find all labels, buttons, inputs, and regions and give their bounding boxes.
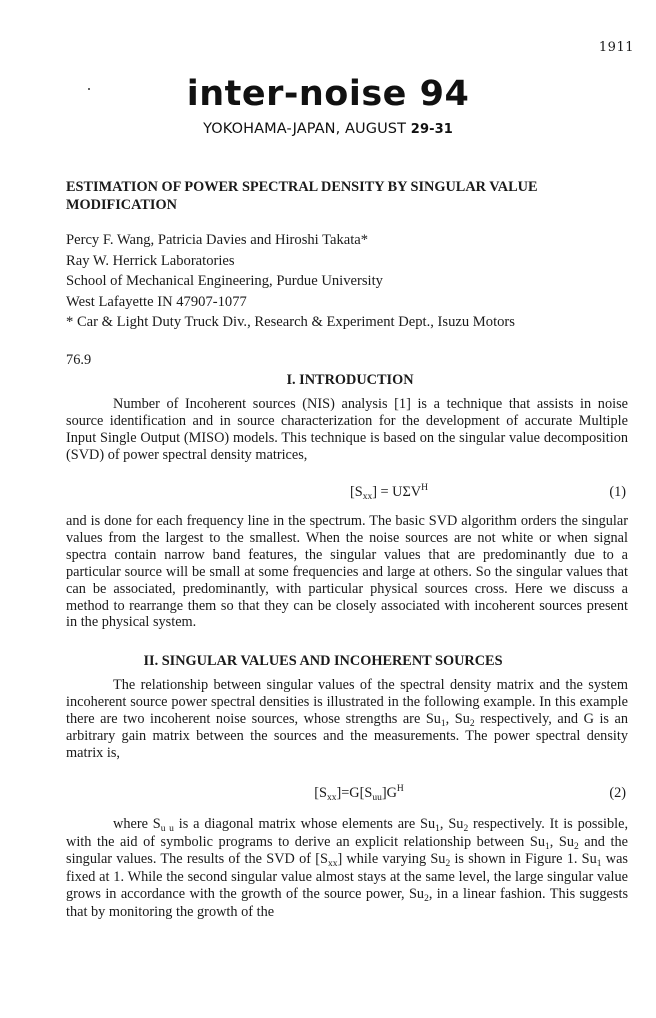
intro-paragraph-1-text: Number of Incoherent sources (NIS) analysis [1] is a technique that assists in noise source identification and in source characterization for the development of accurate Multiple Input Single Output (MISO) models. This technique is based on the singular value decomposition (SVD) of power spectral density matrices, bbox=[66, 396, 628, 463]
affiliation-lab: Ray W. Herrick Laboratories bbox=[66, 252, 235, 269]
equation-2-number: (2) bbox=[609, 785, 626, 801]
intro-paragraph-1 bbox=[66, 396, 628, 464]
affiliation-address: West Lafayette IN 47907-1077 bbox=[66, 293, 247, 310]
section2-paragraph-2: where $S_{u u}$ is a diagonal matrix whose elements are $Su_1$, $Su_2$ respectively. It is possible, with the aid of symbolic programs to derive an explicit relationship between $Su_1$, $Su_2$ and the singular values. The results of the SVD of $[S_{xx}]$ while varying $Su_2$ is shown in Figure 1. $Su_1$ was fixed at 1. While the second singular value almost stays at the same level, the large singular value grows in accordance with the growth of the source power, $Su_2$, in a linear fashion. This suggests that by monitoring the growth of the bbox=[66, 816, 629, 920]
conference-place: YOKOHAMA-JAPAN, AUGUST bbox=[203, 121, 407, 137]
equation-2-expression: $[S_{xx}]=G[S_{uu}]G^H$ bbox=[314, 784, 404, 803]
intro-paragraph-2-text: and is done for each frequency line in the spectrum. The basic SVD algorithm orders the singular values from the largest to the smallest. When the noise sources are not white or when signal spectra contain narrow band features, the singular values that are predominantly due to a particular source will be small at some frequencies and large at others. So the singular values that can be associated, predominantly, with particular physical sources cross. Here we discuss a method to rearrange them so that they can be closely associated with incoherent sources present in the physical system. bbox=[66, 513, 628, 631]
section-heading-singular-values: II. SINGULAR VALUES AND INCOHERENT SOURCES bbox=[143, 653, 503, 669]
affiliation-isuzu: * Car & Light Duty Truck Div., Research & Experiment Dept., Isuzu Motors bbox=[66, 314, 515, 330]
intro-paragraph-2 bbox=[66, 513, 628, 631]
conference-dates: 29-31 bbox=[410, 122, 453, 137]
paper-title bbox=[66, 178, 626, 214]
affiliation-school: School of Mechanical Engineering, Purdue University bbox=[66, 273, 383, 289]
equation-1-expression: $[S_{xx}] = U\Sigma V^H$ bbox=[349, 483, 429, 502]
session-number: 76.9 bbox=[66, 352, 92, 368]
page-number: 1911 bbox=[598, 40, 634, 55]
paper-title-line-2: MODIFICATION bbox=[66, 197, 177, 213]
author-block bbox=[66, 230, 646, 333]
authors: Percy F. Wang, Patricia Davies and Hiroshi Takata* bbox=[66, 232, 369, 248]
section-heading-introduction: I. INTRODUCTION bbox=[286, 372, 414, 388]
equation-1-number: (1) bbox=[609, 484, 626, 500]
section2-paragraph-1: The relationship between singular values of the spectral density matrix and the system incoherent source power spectral densities is illustrated in the following example. In this example there are two incoherent noise sources, whose strengths are $Su_1$, $Su_2$ respectively, and G is an arbitrary gain matrix between the sources and the measurements. The power spectral density matrix is, bbox=[66, 677, 629, 761]
conference-logo: inter-noise 94 bbox=[186, 74, 470, 114]
conference-location bbox=[0, 121, 656, 137]
paper-title-line-1: ESTIMATION OF POWER SPECTRAL DENSITY BY SINGULAR VALUE bbox=[66, 179, 538, 195]
